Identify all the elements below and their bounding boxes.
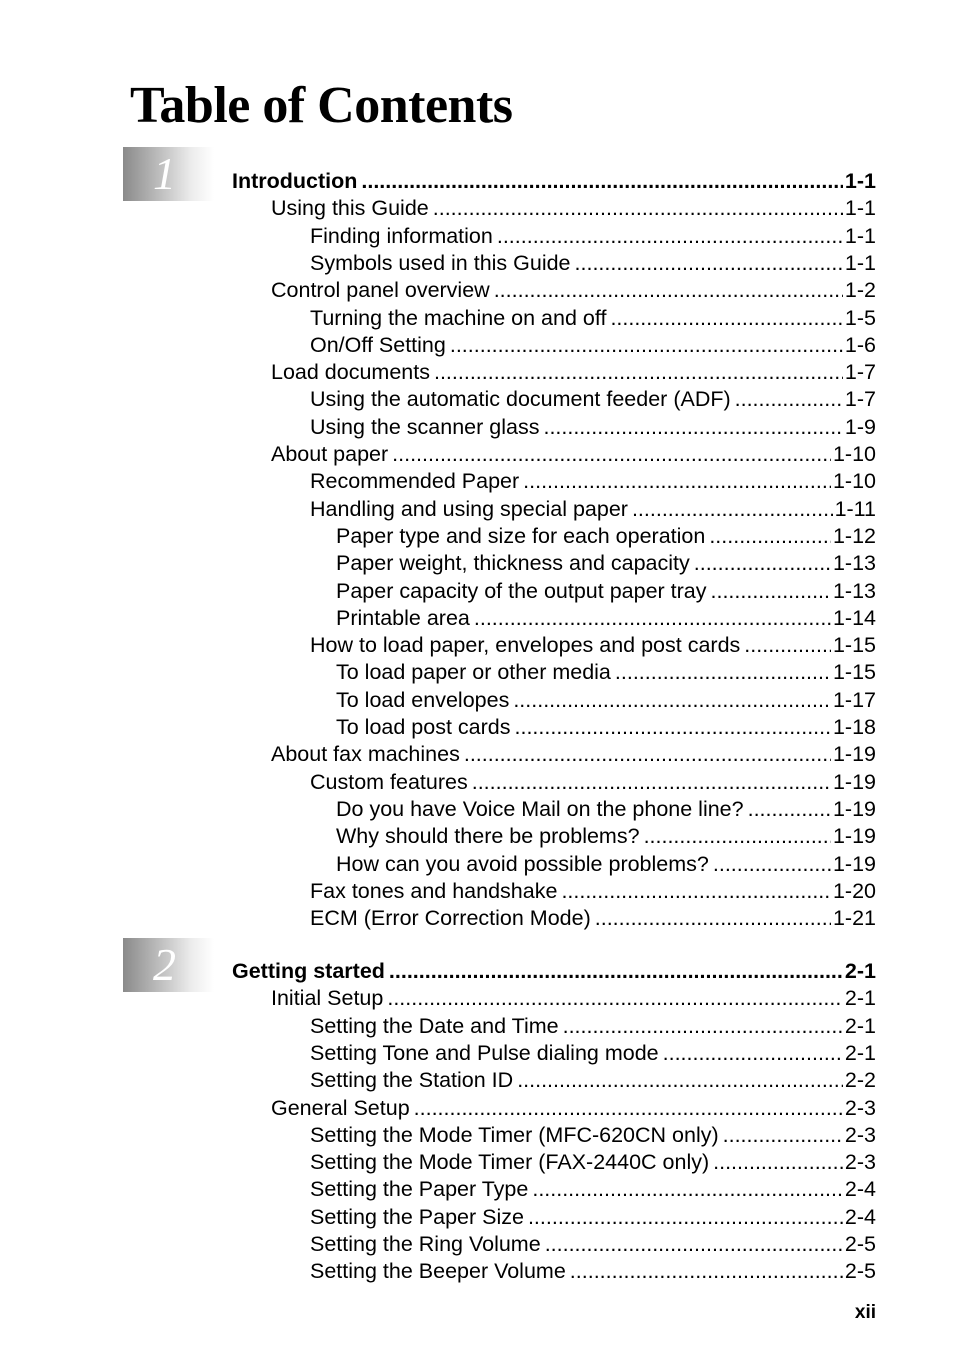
toc-dot-leader	[570, 1258, 843, 1285]
toc-entry-title: To load paper or other media	[336, 660, 611, 685]
toc-entry-title: Turning the machine on and off	[310, 305, 607, 330]
toc-dot-leader	[513, 687, 831, 714]
toc-entry[interactable]	[336, 578, 876, 605]
toc-entry-page: 1-21	[832, 906, 876, 931]
toc-entry[interactable]	[336, 687, 876, 714]
toc-dot-leader	[515, 714, 831, 741]
toc-entry-title: Paper type and size for each operation	[336, 523, 706, 548]
toc-entry-title: Setting the Paper Size	[310, 1204, 524, 1229]
toc-entry-page: 2-3	[844, 1150, 876, 1175]
toc-entry[interactable]	[310, 1122, 876, 1149]
toc-dot-leader	[433, 195, 843, 222]
chapter-2-number: 2	[153, 939, 176, 990]
toc-entry-title: Printable area	[336, 605, 470, 630]
toc-entry-page: 1-17	[832, 687, 876, 712]
toc-dot-leader	[497, 223, 843, 250]
toc-entry[interactable]	[310, 878, 876, 905]
toc-entry[interactable]	[271, 985, 876, 1012]
toc-entry-title: Using this Guide	[271, 196, 429, 221]
toc-entry[interactable]	[310, 414, 876, 441]
toc-entry[interactable]	[310, 1013, 876, 1040]
chapter-1-number: 1	[153, 148, 176, 199]
toc-entry-page: 1-13	[832, 578, 876, 603]
toc-dot-leader	[711, 578, 831, 605]
chapter-1-badge	[123, 147, 214, 201]
toc-entry-page: 1-5	[844, 305, 876, 330]
toc-entry-title: Fax tones and handshake	[310, 878, 558, 903]
toc-entry-title: Introduction	[232, 169, 358, 193]
chapter-2-badge	[123, 938, 214, 992]
toc-entry[interactable]	[310, 1040, 876, 1067]
toc-entry[interactable]	[336, 550, 876, 577]
toc-entry-page: 2-4	[844, 1204, 876, 1229]
toc-entry-page: 1-19	[832, 769, 876, 794]
toc-dot-leader	[713, 1149, 843, 1176]
toc-entry-page: 1-1	[844, 169, 876, 193]
toc-dot-leader	[735, 386, 843, 413]
toc-entry-page: 1-19	[832, 796, 876, 821]
toc-entry-title: Setting the Mode Timer (FAX-2440C only)	[310, 1150, 710, 1175]
toc-dot-leader	[474, 605, 831, 632]
toc-entry-title: Setting the Mode Timer (MFC-620CN only)	[310, 1122, 719, 1147]
toc-dot-leader	[694, 550, 831, 577]
toc-entry[interactable]	[310, 223, 876, 250]
toc-dot-leader	[532, 1176, 843, 1203]
toc-entry-page: 1-15	[832, 660, 876, 685]
toc-entry-page: 1-1	[844, 250, 876, 275]
toc-dot-leader	[389, 958, 843, 985]
toc-entry[interactable]	[310, 1067, 876, 1094]
toc-dot-leader	[744, 632, 831, 659]
toc-entry-title: Paper capacity of the output paper tray	[336, 578, 707, 603]
toc-entry-title: Setting the Beeper Volume	[310, 1259, 566, 1284]
toc-entry[interactable]	[310, 305, 876, 332]
toc-entry-title: Setting the Paper Type	[310, 1177, 529, 1202]
toc-entry[interactable]	[310, 468, 876, 495]
toc-entry-page: 2-1	[844, 986, 876, 1011]
toc-entry[interactable]	[336, 796, 876, 823]
toc-dot-leader	[615, 659, 831, 686]
toc-entry-title: Symbols used in this Guide	[310, 250, 571, 275]
page-number: xii	[854, 1302, 876, 1323]
toc-entry[interactable]	[310, 769, 876, 796]
toc-entry-title: Using the scanner glass	[310, 414, 540, 439]
toc-entry[interactable]	[271, 277, 876, 304]
toc-entry-page: 2-4	[844, 1177, 876, 1202]
toc-entry-page: 2-5	[844, 1232, 876, 1256]
toc-entry-page: 1-2	[844, 278, 876, 303]
toc-entry-title: Finding information	[310, 223, 493, 248]
toc-dot-leader	[595, 905, 831, 932]
toc-entry-title: Handling and using special paper	[310, 496, 628, 521]
toc-entry-title: To load envelopes	[336, 687, 510, 712]
toc-entry-title: How to load paper, envelopes and post cards	[310, 633, 741, 658]
toc-entry[interactable]	[232, 168, 876, 195]
toc-dot-leader	[663, 1040, 843, 1067]
toc-entry[interactable]	[336, 851, 876, 878]
toc-dot-leader	[434, 359, 843, 386]
toc-entry[interactable]	[310, 386, 876, 413]
toc-entry-page: 1-6	[844, 332, 876, 357]
toc-entry-page: 1-19	[832, 851, 876, 876]
toc-entry[interactable]	[336, 523, 876, 550]
toc-entry[interactable]	[271, 359, 876, 386]
toc-entry-page: 1-13	[832, 551, 876, 576]
toc-dot-leader	[523, 468, 831, 495]
toc-entry[interactable]	[310, 332, 876, 359]
toc-entry-title: Control panel overview	[271, 278, 490, 303]
toc-dot-leader	[644, 823, 831, 850]
toc-entry[interactable]	[336, 605, 876, 632]
toc-entry-page: 1-7	[844, 360, 876, 385]
toc-dot-leader	[545, 1231, 843, 1258]
toc-dot-leader	[472, 769, 831, 796]
toc-dot-leader	[563, 1013, 843, 1040]
toc-entry-page: 2-1	[844, 1040, 876, 1065]
toc-entry[interactable]	[310, 496, 876, 523]
toc-dot-leader	[528, 1204, 843, 1231]
toc-dot-leader	[464, 741, 831, 768]
toc-entry-title: General Setup	[271, 1095, 410, 1120]
toc-entry-page: 2-1	[844, 959, 876, 983]
toc-entry-page: 1-20	[832, 878, 876, 903]
toc-entry-page: 1-1	[844, 196, 876, 221]
toc-entry-page: 1-9	[844, 414, 876, 439]
toc-dot-leader	[543, 414, 842, 441]
toc-entry-title: Setting the Ring Volume	[310, 1232, 541, 1256]
toc-entry-title: On/Off Setting	[310, 332, 446, 357]
toc-entry-title: Custom features	[310, 769, 468, 794]
toc-dot-leader	[414, 1095, 843, 1122]
toc-entry[interactable]	[336, 659, 876, 686]
toc-entry-page: 1-14	[832, 605, 876, 630]
toc-entry-title: How can you avoid possible problems?	[336, 851, 709, 876]
toc-entry-title: Getting started	[232, 959, 385, 983]
toc-entry-page: 1-19	[832, 824, 876, 849]
toc-dot-leader	[387, 985, 843, 1012]
toc-entry-page: 1-18	[832, 715, 876, 739]
toc-entry-title: To load post cards	[336, 715, 511, 739]
toc-entry-page: 2-1	[844, 1013, 876, 1038]
toc-entry[interactable]	[310, 1176, 876, 1203]
toc-dot-leader	[450, 332, 843, 359]
toc-entry-page: 2-3	[844, 1122, 876, 1147]
toc-entry[interactable]	[310, 1258, 876, 1285]
toc-entry-page: 1-10	[832, 442, 876, 466]
toc-entry-title: Why should there be problems?	[336, 824, 640, 849]
toc-entry-title: About fax machines	[271, 742, 460, 767]
toc-entry[interactable]	[336, 714, 876, 741]
toc-entry-title: Recommended Paper	[310, 469, 520, 494]
toc-entry-page: 1-15	[832, 633, 876, 658]
toc-entry-title: Paper weight, thickness and capacity	[336, 551, 690, 576]
toc-entry-page: 1-12	[832, 523, 876, 548]
toc-dot-leader	[392, 441, 831, 468]
toc-entry[interactable]	[271, 441, 876, 468]
toc-entry[interactable]	[336, 823, 876, 850]
toc-entry[interactable]	[310, 250, 876, 277]
toc-dot-leader	[632, 496, 833, 523]
toc-entry-title: Setting the Station ID	[310, 1068, 514, 1093]
toc-entry-page: 2-5	[844, 1259, 876, 1284]
page-title: Table of Contents	[130, 77, 513, 134]
toc-entry[interactable]	[271, 741, 876, 768]
toc-entry-title: Do you have Voice Mail on the phone line?	[336, 796, 744, 821]
toc-entry[interactable]	[310, 632, 876, 659]
toc-entry[interactable]	[310, 1149, 876, 1176]
toc-entry-page: 1-10	[832, 469, 876, 494]
toc-entry-title: Using the automatic document feeder (ADF)	[310, 387, 731, 412]
toc-entry-page: 2-3	[844, 1095, 876, 1120]
toc-entry-page: 1-7	[844, 387, 876, 412]
toc-dot-leader	[748, 796, 831, 823]
toc-entry-title: About paper	[271, 442, 389, 466]
toc-dot-leader	[575, 250, 843, 277]
toc-entry-title: Setting Tone and Pulse dialing mode	[310, 1040, 659, 1065]
toc-entry-title: Setting the Date and Time	[310, 1013, 559, 1038]
toc-entry-page: 1-19	[832, 742, 876, 767]
toc-dot-leader	[517, 1067, 843, 1094]
toc-entry-title: Load documents	[271, 360, 430, 385]
toc-entry-title: Initial Setup	[271, 986, 384, 1011]
toc-entry-title: ECM (Error Correction Mode)	[310, 906, 591, 931]
toc-entry-page: 1-1	[844, 223, 876, 248]
toc-entry-page: 2-2	[844, 1068, 876, 1093]
toc-entry[interactable]	[271, 195, 876, 222]
toc-entry[interactable]	[310, 1231, 876, 1258]
toc-entry[interactable]	[271, 1095, 876, 1122]
toc-dot-leader	[361, 168, 843, 195]
toc-dot-leader	[713, 851, 831, 878]
toc-entry-page: 1-11	[834, 496, 876, 521]
toc-entry[interactable]	[310, 1204, 876, 1231]
toc-dot-leader	[561, 878, 831, 905]
toc-entry[interactable]	[232, 958, 876, 985]
toc-dot-leader	[494, 277, 843, 304]
toc-dot-leader	[709, 523, 831, 550]
toc-dot-leader	[610, 305, 842, 332]
toc-entry[interactable]	[310, 905, 876, 932]
toc-dot-leader	[723, 1122, 843, 1149]
